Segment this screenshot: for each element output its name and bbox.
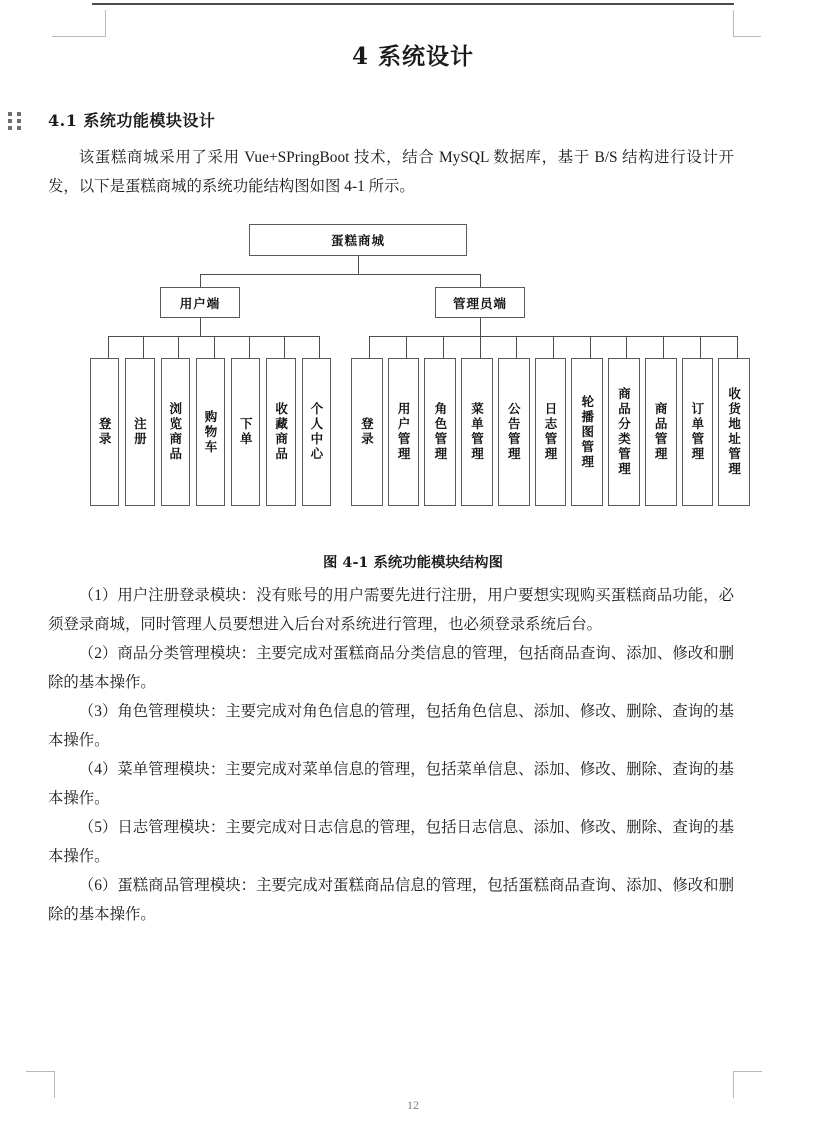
connector-branch-drop bbox=[480, 274, 481, 287]
diagram-node-leaf: 收货地址管理 bbox=[718, 358, 750, 506]
drag-handle-icon[interactable] bbox=[8, 112, 21, 132]
diagram-node-leaf: 轮播图管理 bbox=[571, 358, 603, 506]
diagram-node-leaf: 购物车 bbox=[196, 358, 225, 506]
diagram-node-leaf: 浏览商品 bbox=[161, 358, 190, 506]
diagram-node-leaf: 角色管理 bbox=[424, 358, 456, 506]
body-paragraph: （6）蛋糕商品管理模块：主要完成对蛋糕商品信息的管理，包括蛋糕商品查询、添加、修改和删除的基本操作。 bbox=[48, 877, 734, 923]
connector-leaf-stem bbox=[663, 336, 664, 358]
connector-leaf-stem bbox=[249, 336, 250, 358]
diagram-node-leaf: 登录 bbox=[351, 358, 383, 506]
connector-leaf-stem bbox=[516, 336, 517, 358]
connector-leaf-stem bbox=[406, 336, 407, 358]
diagram-node-leaf: 商品分类管理 bbox=[608, 358, 640, 506]
diagram-node-root: 蛋糕商城 bbox=[249, 224, 467, 256]
diagram-node-leaf: 商品管理 bbox=[645, 358, 677, 506]
body-paragraph-list bbox=[48, 581, 734, 929]
connector-root-bus bbox=[200, 274, 480, 275]
crop-mark-bottom-left bbox=[26, 1071, 55, 1098]
crop-mark-top-left bbox=[52, 10, 106, 37]
diagram-node-branch-0: 用户端 bbox=[160, 287, 240, 318]
connector-leaf-stem bbox=[284, 336, 285, 358]
diagram-node-leaf: 注册 bbox=[125, 358, 154, 506]
header-rule bbox=[92, 3, 734, 5]
intro-paragraph: 该蛋糕商城采用了采用 Vue+SPringBoot 技术，结合 MySQL 数据库，基于 B/S 结构进行设计开发，以下是蛋糕商城的系统功能结构图如图 4-1 所示。 bbox=[48, 149, 734, 195]
section-heading: 4.1 系统功能模块设计 bbox=[48, 111, 216, 130]
diagram-node-leaf: 订单管理 bbox=[682, 358, 714, 506]
diagram-node-leaf: 登录 bbox=[90, 358, 119, 506]
page-title: 4 系统设计 bbox=[351, 43, 474, 70]
connector-leaf-stem bbox=[108, 336, 109, 358]
crop-mark-bottom-right bbox=[733, 1071, 762, 1098]
diagram-node-leaf: 菜单管理 bbox=[461, 358, 493, 506]
connector-leaf-stem bbox=[443, 336, 444, 358]
connector-branch-drop bbox=[200, 274, 201, 287]
connector-leaf-stem bbox=[319, 336, 320, 358]
diagram-node-leaf: 下单 bbox=[231, 358, 260, 506]
diagram-node-leaf: 个人中心 bbox=[302, 358, 331, 506]
body-paragraph: （1）用户注册登录模块：没有账号的用户需要先进行注册，用户要想实现购买蛋糕商品功能，必须登录商城，同时管理人员要想进入后台对系统进行管理，也必须登录系统后台。 bbox=[48, 587, 734, 633]
system-function-structure-diagram bbox=[0, 218, 826, 518]
connector-leaf-stem bbox=[143, 336, 144, 358]
body-paragraph: （2）商品分类管理模块：主要完成对蛋糕商品分类信息的管理，包括商品查询、添加、修改和删除的基本操作。 bbox=[48, 645, 734, 691]
figure-caption: 图 4-1 系统功能模块结构图 bbox=[323, 554, 503, 571]
diagram-node-branch-1: 管理员端 bbox=[435, 287, 525, 318]
connector-root-stem bbox=[358, 256, 359, 274]
diagram-node-leaf: 公告管理 bbox=[498, 358, 530, 506]
connector-leaf-stem bbox=[214, 336, 215, 358]
connector-leaf-stem bbox=[178, 336, 179, 358]
connector-leaf-stem bbox=[737, 336, 738, 358]
crop-mark-top-right bbox=[733, 10, 761, 37]
connector-leaf-stem bbox=[626, 336, 627, 358]
body-paragraph: （3）角色管理模块：主要完成对角色信息的管理，包括角色信息、添加、修改、删除、查询的基本操作。 bbox=[48, 703, 734, 749]
connector-leaf-stem bbox=[369, 336, 370, 358]
connector-branch-stem bbox=[480, 318, 481, 336]
connector-leaf-stem bbox=[700, 336, 701, 358]
connector-leaf-stem bbox=[480, 336, 481, 358]
connector-leaf-stem bbox=[590, 336, 591, 358]
body-paragraph: （4）菜单管理模块：主要完成对菜单信息的管理，包括菜单信息、添加、修改、删除、查询的基本操作。 bbox=[48, 761, 734, 807]
body-paragraph: （5）日志管理模块：主要完成对日志信息的管理，包括日志信息、添加、修改、删除、查询的基本操作。 bbox=[48, 819, 734, 865]
diagram-node-leaf: 收藏商品 bbox=[266, 358, 295, 506]
diagram-node-leaf: 用户管理 bbox=[388, 358, 420, 506]
connector-leaf-stem bbox=[553, 336, 554, 358]
connector-branch-stem bbox=[200, 318, 201, 336]
page-number: 12 bbox=[407, 1098, 419, 1112]
diagram-node-leaf: 日志管理 bbox=[535, 358, 567, 506]
